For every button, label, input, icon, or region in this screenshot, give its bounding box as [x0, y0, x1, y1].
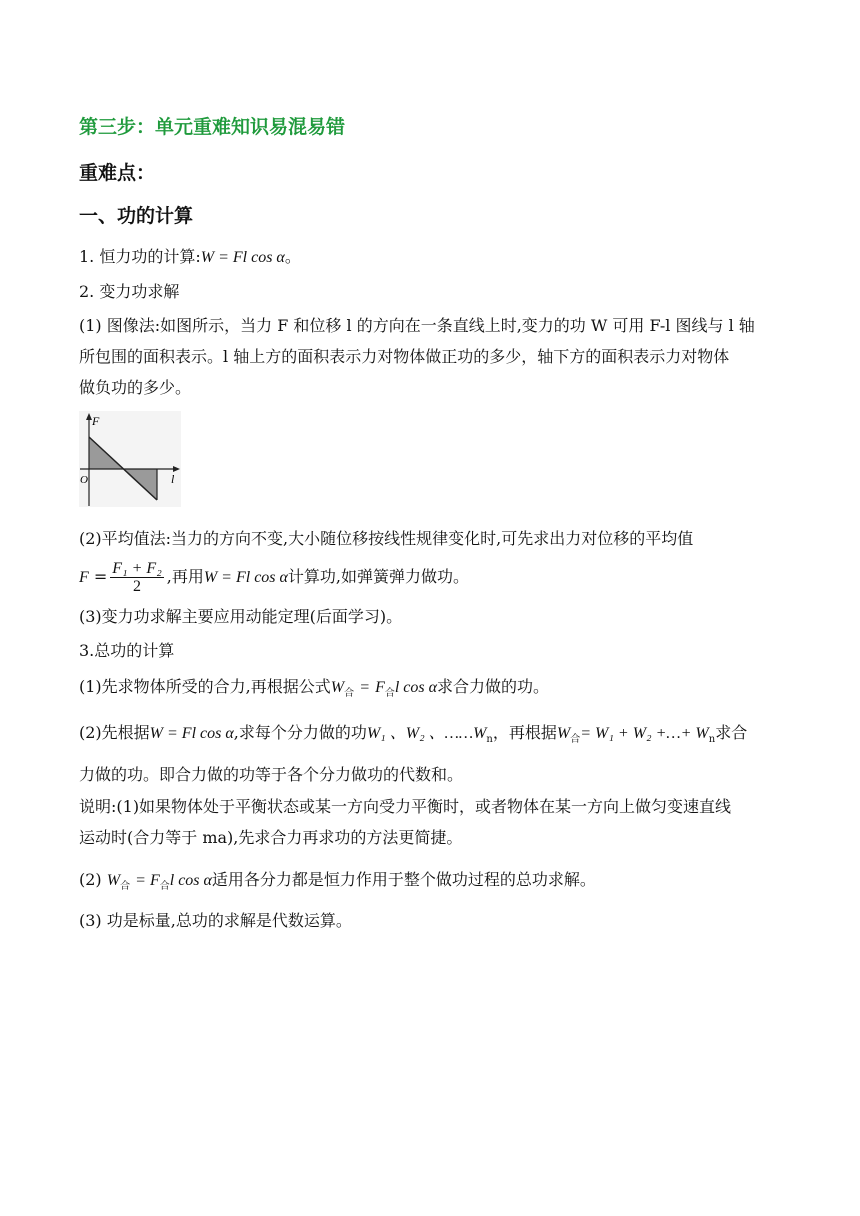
graph-ylabel: F: [92, 414, 100, 428]
item1-formula: W = Fl cos α: [200, 249, 285, 266]
total-work-method2-line2: 力做的功。即合力做的功等于各个分力做功的代数和。: [79, 765, 464, 784]
item1-suffix: 。: [284, 247, 301, 266]
force-displacement-graph: [79, 411, 181, 507]
graph-origin: O: [80, 474, 88, 486]
note-item2: (2) $W_合 = F_合l$ cos α适用各分力都是恒力作用于整个做功过程的总功求解。: [79, 870, 596, 892]
section-heading: 一、功的计算: [79, 205, 194, 227]
total-work-method1: (1)先求物体所受的合力,再根据公式$W_合 = F_合l$ cos α求合力做的功。: [79, 677, 550, 699]
average-method-line1: (2)平均值法:当力的方向不变,大小随位移按线性规律变化时,可先求出力对位移的平均值: [79, 529, 694, 548]
graph-method-line2: 所包围的面积表示。l 轴上方的面积表示力对物体做正功的多少，轴下方的面积表示力对物体: [79, 347, 730, 366]
note-line2: 运动时(合力等于 ma),先求合力再求功的方法更简捷。: [79, 828, 463, 847]
graph-xlabel: l: [171, 472, 175, 486]
step-heading: 第三步：单元重难知识易混易错: [79, 116, 346, 138]
graph-method-line3: 做负功的多少。: [79, 378, 192, 397]
item-constant-force: [79, 246, 784, 269]
item1-prefix: 1. 恒力功的计算:: [79, 247, 201, 266]
item-variable-force: 2. 变力功求解: [79, 282, 180, 301]
work-formula: W = Fl cos α: [203, 569, 288, 586]
kinetic-energy-note: (3)变力功求解主要应用动能定理(后面学习)。: [79, 607, 403, 626]
total-work-method2-line1: (2)先根据W = Fl cos α,求每个分力做的功W₁ 、W₂ 、$\dots\dots W_n$，再根据$W_合= W_1 + W_2$ +…+ $W_n$求合: [79, 723, 748, 745]
total-work-heading: 3.总功的计算: [79, 641, 175, 660]
key-points-heading: 重难点：: [79, 162, 156, 184]
average-method-line2: F = $\frac{\text{F₁ + F₂}}{2}$ ,再用W = Fl cos α计算功,如弹簧弹力做功。: [79, 560, 470, 595]
note-line1: 说明:(1)如果物体处于平衡状态或某一方向受力平衡时，或者物体在某一方向上做匀变速直线: [79, 797, 732, 816]
average-force-fraction: $\frac{\text{F₁ + F₂}}{2}$: [112, 560, 162, 595]
graph-method-line1: (1) 图像法:如图所示，当力 F 和位移 l 的方向在一条直线上时,变力的功 W 可用 F-l 图线与 l 轴: [79, 316, 755, 335]
note-item3: (3) 功是标量,总功的求解是代数运算。: [79, 911, 352, 930]
